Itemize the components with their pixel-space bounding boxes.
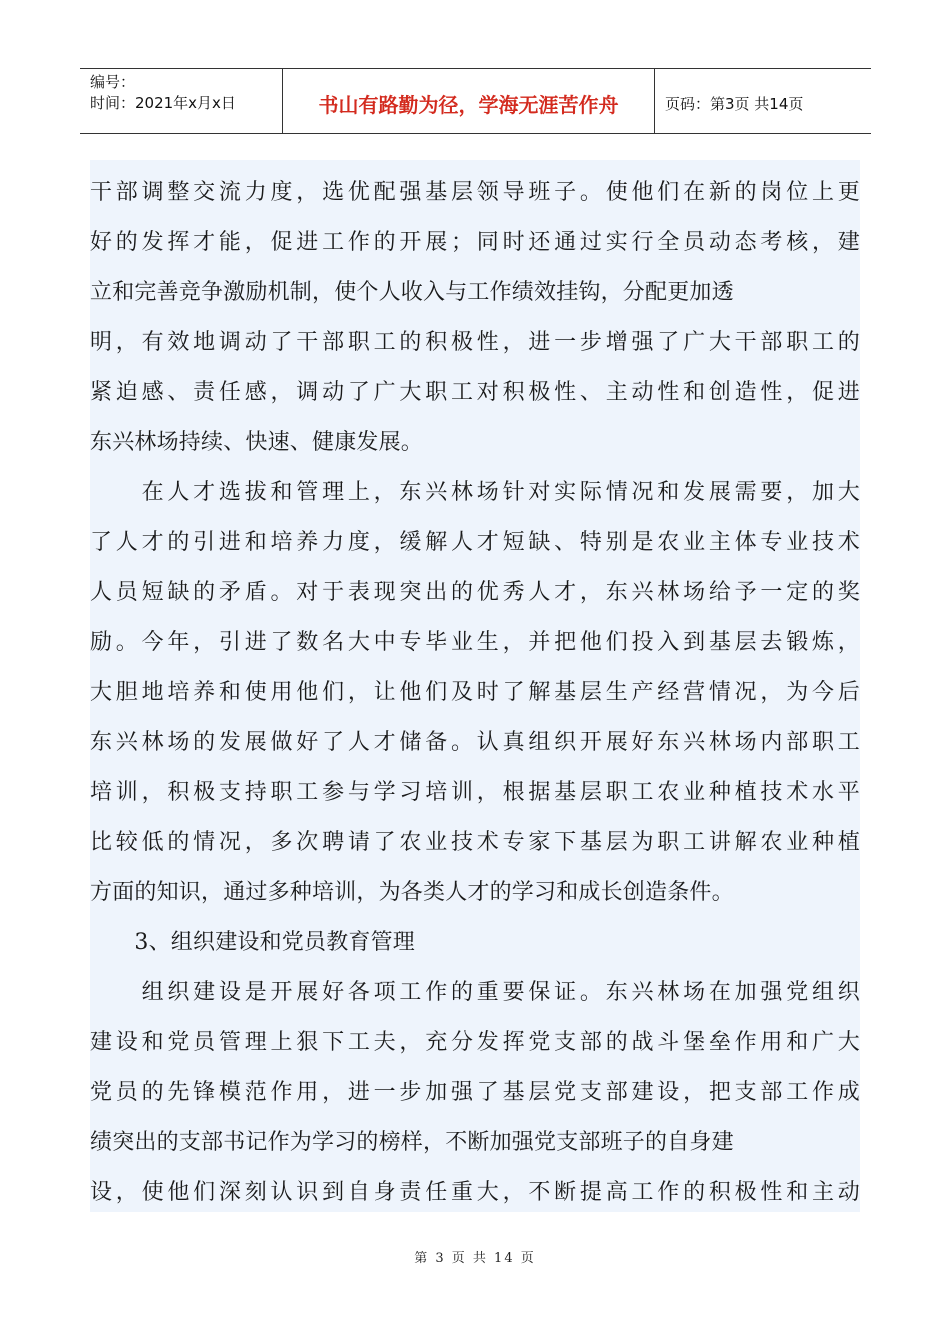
section-heading: 3、组织建设和党员教育管理 [90,930,415,955]
text-line: 明，有效地调动了干部职工的积极性，进一步增强了广大干部职工的 [90,330,860,355]
header-meta [80,69,282,133]
text-line: 立和完善竞争激励机制，使个人收入与工作绩效挂钩，分配更加透 [90,280,734,305]
number-label: 编号： [90,73,136,91]
text-line: 建设和党员管理上狠下工夫，充分发挥党支部的战斗堡垒作用和广大 [90,1030,860,1055]
page-header [80,68,871,134]
text-line: 东兴林场的发展做好了人才储备。认真组织开展好东兴林场内部职工 [90,730,860,755]
text-line: 紧迫感、责任感，调动了广大职工对积极性、主动性和创造性，促进 [90,380,860,405]
text-line: 设，使他们深刻认识到自身责任重大，不断提高工作的积极性和主动 [90,1180,860,1205]
text-line: 方面的知识，通过多种培训，为各类人才的学习和成长创造条件。 [90,880,734,905]
text-line: 人员短缺的矛盾。对于表现突出的优秀人才，东兴林场给予一定的奖 [90,580,860,605]
text-line: 党员的先锋模范作用，进一步加强了基层党支部建设，把支部工作成 [90,1080,860,1105]
text-line: 培训，积极支持职工参与学习培训，根据基层职工农业种植技术水平 [90,780,860,805]
text-line: 干部调整交流力度，选优配强基层领导班子。使他们在新的岗位上更 [90,180,860,205]
date-label: 时间：2021年x月x日 [90,94,236,112]
text-line: 在人才选拔和管理上，东兴林场针对实际情况和发展需要，加大 [90,480,860,505]
document-body [90,160,860,1212]
text-line: 组织建设是开展好各项工作的重要保证。东兴林场在加强党组织 [90,980,860,1005]
page-footer: 第 3 页 共 14 页 [414,1251,536,1266]
header-page-code: 页码：第3页 共14页 [665,94,804,113]
text-line: 好的发挥才能，促进工作的开展；同时还通过实行全员动态考核，建 [90,230,860,255]
text-line: 了人才的引进和培养力度，缓解人才短缺、特别是农业主体专业技术 [90,530,860,555]
text-line: 比较低的情况，多次聘请了农业技术专家下基层为职工讲解农业种植 [90,830,860,855]
text-line: 励。今年，引进了数名大中专毕业生，并把他们投入到基层去锻炼， [90,630,860,655]
text-line: 绩突出的支部书记作为学习的榜样，不断加强党支部班子的自身建 [90,1130,734,1155]
text-line: 东兴林场持续、快速、健康发展。 [90,430,424,455]
text-line: 大胆地培养和使用他们，让他们及时了解基层生产经营情况，为今后 [90,680,860,705]
header-motto: 书山有路勤为径，学海无涯苦作舟 [282,69,655,133]
